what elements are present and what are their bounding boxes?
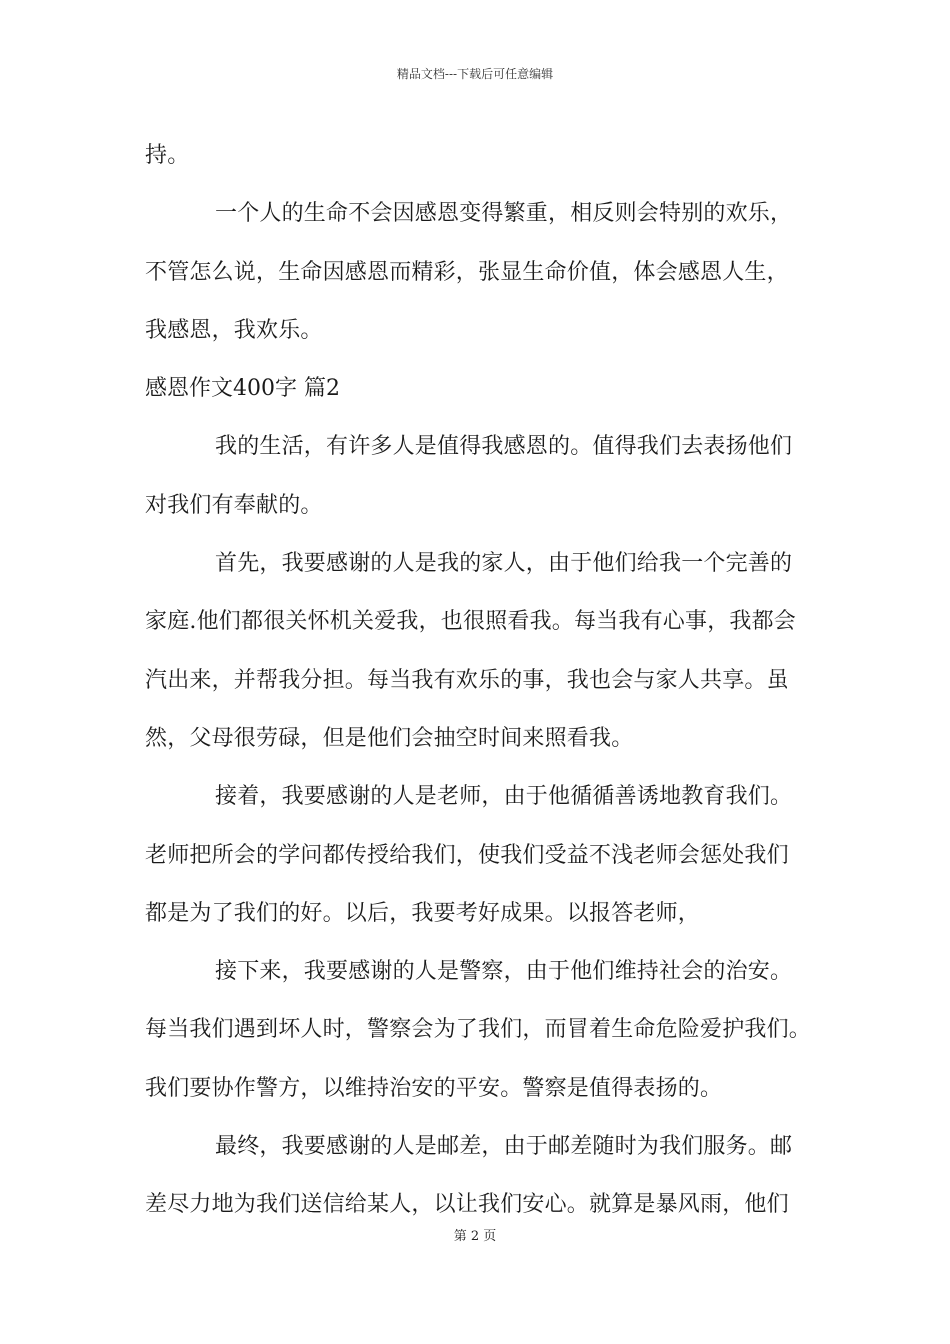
section-heading: 感恩作文400字 篇2 bbox=[145, 376, 340, 402]
body-line: 家庭.他们都很关怀机关爱我，也很照看我。每当我有心事，我都会 bbox=[145, 609, 796, 635]
paragraph-first-line: 我的生活，有许多人是值得我感恩的。值得我们去表扬他们 bbox=[215, 434, 793, 460]
body-line: 持。 bbox=[145, 143, 190, 168]
document-body bbox=[145, 127, 825, 1235]
body-line: 我感恩，我欢乐。 bbox=[145, 317, 323, 343]
body-line: 都是为了我们的好。以后，我要考好成果。以报答老师， bbox=[145, 900, 701, 926]
paragraph-first-line: 接下来，我要感谢的人是警察，由于他们维持社会的治安。 bbox=[215, 959, 793, 985]
paragraph-first-line: 一个人的生命不会因感恩变得繁重，相反则会特别的欢乐， bbox=[215, 201, 793, 227]
body-line: 然，父母很劳碌，但是他们会抽空时间来照看我。 bbox=[145, 725, 634, 751]
page-number: 第 2 页 bbox=[453, 1229, 497, 1244]
paragraph-first-line: 最终，我要感谢的人是邮差，由于邮差随时为我们服务。邮 bbox=[215, 1134, 793, 1160]
body-line: 每当我们遇到坏人时，警察会为了我们，而冒着生命危险爱护我们。 bbox=[145, 1017, 812, 1043]
body-line: 不管怎么说，生命因感恩而精彩，张显生命价值，体会感恩人生， bbox=[145, 259, 789, 285]
body-line: 老师把所会的学问都传授给我们，使我们受益不浅老师会惩处我们 bbox=[145, 842, 789, 868]
body-line: 汽出来，并帮我分担。每当我有欢乐的事，我也会与家人共享。虽 bbox=[145, 667, 789, 693]
body-line: 对我们有奉献的。 bbox=[145, 492, 323, 518]
page-header: 精品文档---下载后可任意编辑 bbox=[396, 67, 554, 81]
body-line: 差尽力地为我们送信给某人，以让我们安心。就算是暴风雨，他们 bbox=[145, 1192, 789, 1218]
paragraph-first-line: 接着，我要感谢的人是老师，由于他循循善诱地教育我们。 bbox=[215, 784, 793, 810]
paragraph-first-line: 首先，我要感谢的人是我的家人，由于他们给我一个完善的 bbox=[215, 551, 793, 577]
body-line: 我们要协作警方，以维持治安的平安。警察是值得表扬的。 bbox=[145, 1075, 723, 1101]
